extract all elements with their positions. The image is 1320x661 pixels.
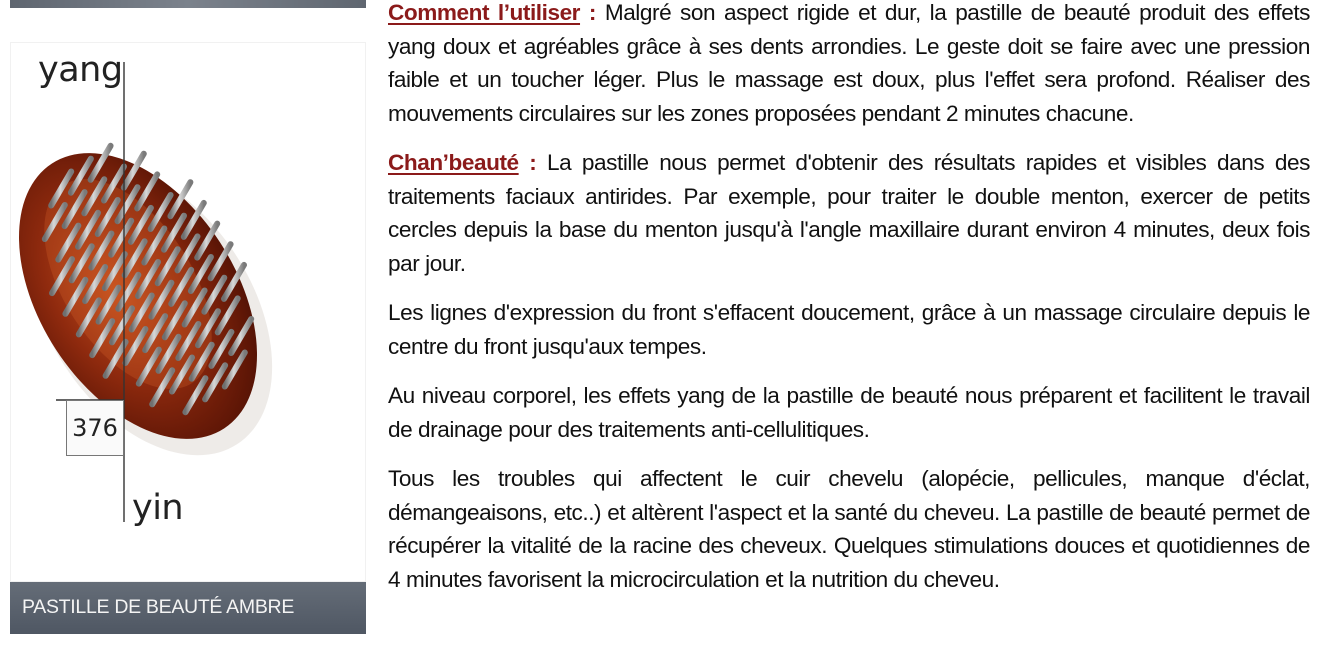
product-panel xyxy=(10,0,366,634)
body-paragraph: Au niveau corporel, les effets yang de la pastille de beauté nous préparent et facilitent le travail de drainage pour des traitements anti-cellulitiques. xyxy=(388,383,1310,442)
product-figure xyxy=(10,42,366,582)
yin-label: yin xyxy=(132,488,184,528)
chanbeaute-text: La pastille nous permet d'obtenir des résultats rapides et visibles dans des traitements faciaux antirides. Par exemple, pour traiter le double menton, exercer de petits cercles depuis la base du menton jusqu'à l'angle maxillaire durant environ 4 minutes, deux fois par jour. xyxy=(388,150,1310,276)
chanbeaute-paragraph xyxy=(388,146,1310,280)
yang-label: yang xyxy=(38,50,123,90)
product-caption: PASTILLE DE BEAUTÉ AMBRE xyxy=(22,596,295,618)
caption-bar xyxy=(10,582,366,634)
description-text xyxy=(388,0,1310,612)
usage-heading: Comment l’utiliser : xyxy=(388,0,596,25)
reference-number-box: 376 xyxy=(66,400,124,456)
usage-text: Malgré son aspect rigide et dur, la pastille de beauté produit des effets yang doux et agréables grâce à ses dents arrondies. Le geste doit se faire avec une pression faible et un toucher léger. Plus le massage est doux, plus l'effet sera profond. Réaliser des mouvements circulaires sur les zones proposées pendant 2 minutes chacune. xyxy=(388,0,1310,126)
usage-paragraph xyxy=(388,0,1310,130)
top-decorative-strip xyxy=(10,0,366,8)
amber-beauty-brush-image xyxy=(10,42,366,582)
scalp-paragraph: Tous les troubles qui affectent le cuir chevelu (alopécie, pellicules, manque d'éclat, démangeaisons, etc..) et altèrent l'aspect et la santé du cheveu. La pastille de beauté permet de récupérer la vitalité de la racine des cheveux. Quelques stimulations douces et quotidiennes de 4 minutes favorisent la microcirculation et la nutrition du cheveu. xyxy=(388,466,1310,592)
chanbeaute-heading: Chan’beauté : xyxy=(388,150,537,175)
forehead-paragraph: Les lignes d'expression du front s'effacent doucement, grâce à un massage circulaire depuis le centre du front jusqu'aux tempes. xyxy=(388,300,1310,359)
